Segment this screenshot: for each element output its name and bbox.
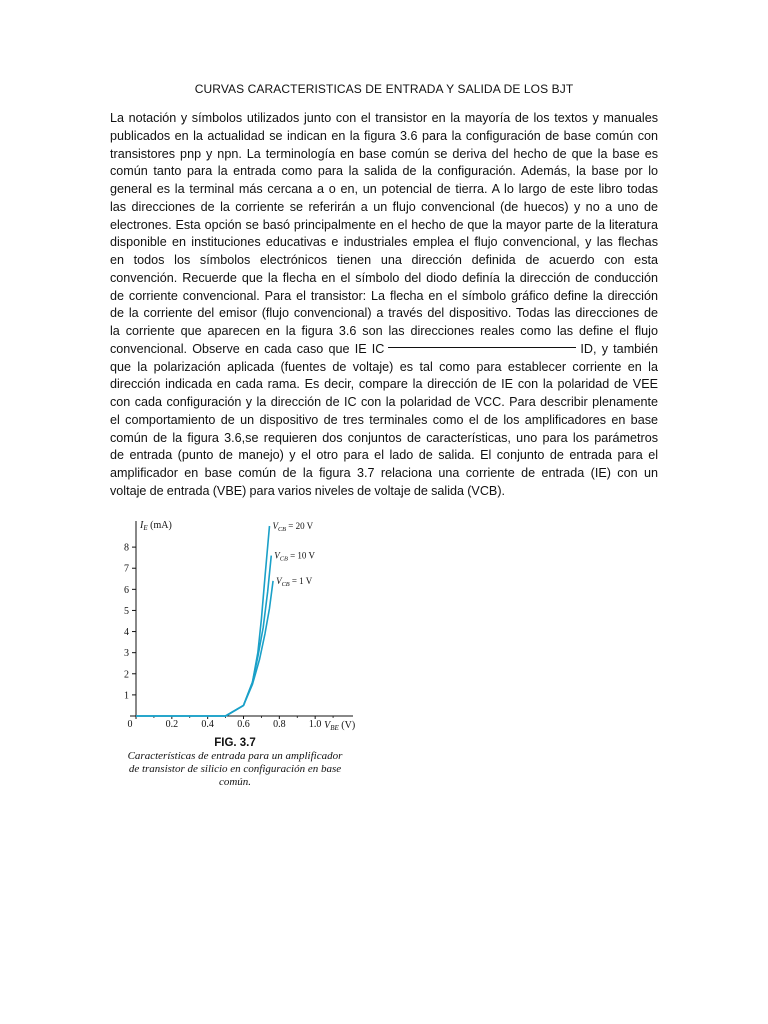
series-line (136, 556, 271, 716)
y-tick-label: 5 (124, 605, 129, 617)
x-tick-label: 0.6 (237, 719, 250, 730)
y-tick-label: 8 (124, 542, 129, 554)
figure-description (100, 750, 370, 789)
series-line (136, 526, 269, 716)
y-tick-label: 4 (124, 627, 129, 639)
series-label: $V_{CB} = 1$ V (276, 575, 313, 588)
text-line: común de la figura 3.6,se requieren dos conjuntos de características, uno para los parámetros (110, 430, 658, 445)
x-tick-label: 0.8 (273, 719, 286, 730)
text-line: transistores pnp y npn. La terminología en base común se deriva del hecho de que la base es (110, 146, 658, 161)
body-paragraph (110, 110, 658, 501)
text-line: que la polarización aplicada (fuentes de voltaje) es tal como para establecer corriente en la (110, 359, 658, 374)
text-line: dirección indicada en cada rama. Es decir, compare la dirección de IE con la polaridad de VEE (110, 377, 658, 392)
y-tick-label: 1 (124, 690, 129, 702)
x-tick-label: 0 (127, 719, 133, 730)
text-segment: ID, y también (580, 341, 658, 356)
y-tick-label: 6 (124, 584, 129, 596)
input-characteristics-chart (108, 515, 368, 735)
x-tick-label: 1.0 (308, 719, 322, 730)
y-tick-label: 3 (124, 648, 129, 660)
text-segment: convencional. Observe en cada caso que IE IC (110, 341, 385, 356)
text-line: de corriente convencional. Para el transistor: La flecha en el símbolo gráfico define la dirección (110, 288, 658, 303)
series-label: $V_{CB} = 20$ V (272, 521, 314, 533)
x-tick-label: 0.2 (165, 719, 179, 730)
text-line: publicados en la actualidad se indican en la figura 3.6 para la configuración de base común con (110, 128, 658, 143)
text-line: general es la terminal más cercana a o en, un potencial de tierra. A lo largo de este libro todas (110, 182, 658, 196)
text-line: convención. Recuerde que la flecha en el símbolo del diodo definía la dirección de conducción (110, 270, 658, 285)
x-tick-label: 0.4 (201, 719, 214, 730)
y-tick-label: 7 (124, 563, 129, 575)
y-tick-label: 2 (124, 669, 129, 681)
document-title: CURVAS CARACTERISTICAS DE ENTRADA Y SALIDA DE LOS BJT (194, 82, 574, 96)
series-line (136, 581, 273, 716)
text-line: el comportamiento de un dispositivo de tres terminales como el de los amplificadores en base (110, 412, 658, 427)
caption-line: de transistor de silicio en configuración en base (128, 763, 342, 775)
figure-label: FIG. 3.7 (214, 737, 256, 749)
text-line: de entrada (punto de manejo) y el otro para el lado de salida. El conjunto de entrada para el (110, 448, 658, 463)
text-line-with-rule (110, 341, 658, 359)
caption-line: común. (218, 776, 252, 788)
x-axis-label: $V_{BE}$ (V) (324, 720, 356, 732)
text-line: electrones. Esta opción se basó principalmente en el hecho de que la mayor parte de la literatura (110, 217, 658, 232)
text-line: la corriente que aparecen en la figura 3.6 son las direcciones reales como las define el flujo (110, 324, 658, 338)
caption-line: Características de entrada para un amplificador (127, 750, 343, 762)
text-line: común tanto para la entrada como para la salida de la configuración. Además, la base por lo (110, 164, 658, 179)
text-line: con cada configuración y la dirección de IC con la polaridad de VCC. Para describir plenamente (110, 395, 658, 409)
text-line: de la corriente del emisor (flujo convencional) a través del dispositivo. Todas las direcciones de (110, 306, 658, 321)
figure-caption (100, 737, 370, 789)
y-axis-label: $I_E$ (mA) (140, 520, 172, 532)
text-line: La notación y símbolos utilizados junto con el transistor en la mayoría de los textos y manuales (110, 111, 658, 125)
text-line: amplificador en base común de la figura 3.7 relaciona una corriente de entrada (IE) con un (110, 466, 658, 480)
text-line: disponible en instituciones educativas e industriales emplea el flujo convencional, y las flechas (110, 235, 658, 250)
text-line: voltaje de entrada (VBE) para varios niveles de voltaje de salida (VCB). (110, 483, 506, 498)
text-line: en todos los símbolos electrónicos tienen una dirección definida de acuerdo con esta (110, 253, 658, 267)
text-line: las direcciones de la corriente se referirán a un flujo convencional (de huecos) y no a uno de (110, 199, 658, 214)
horizontal-rule (388, 347, 576, 348)
series-label: $V_{CB} = 10$ V (274, 550, 315, 563)
